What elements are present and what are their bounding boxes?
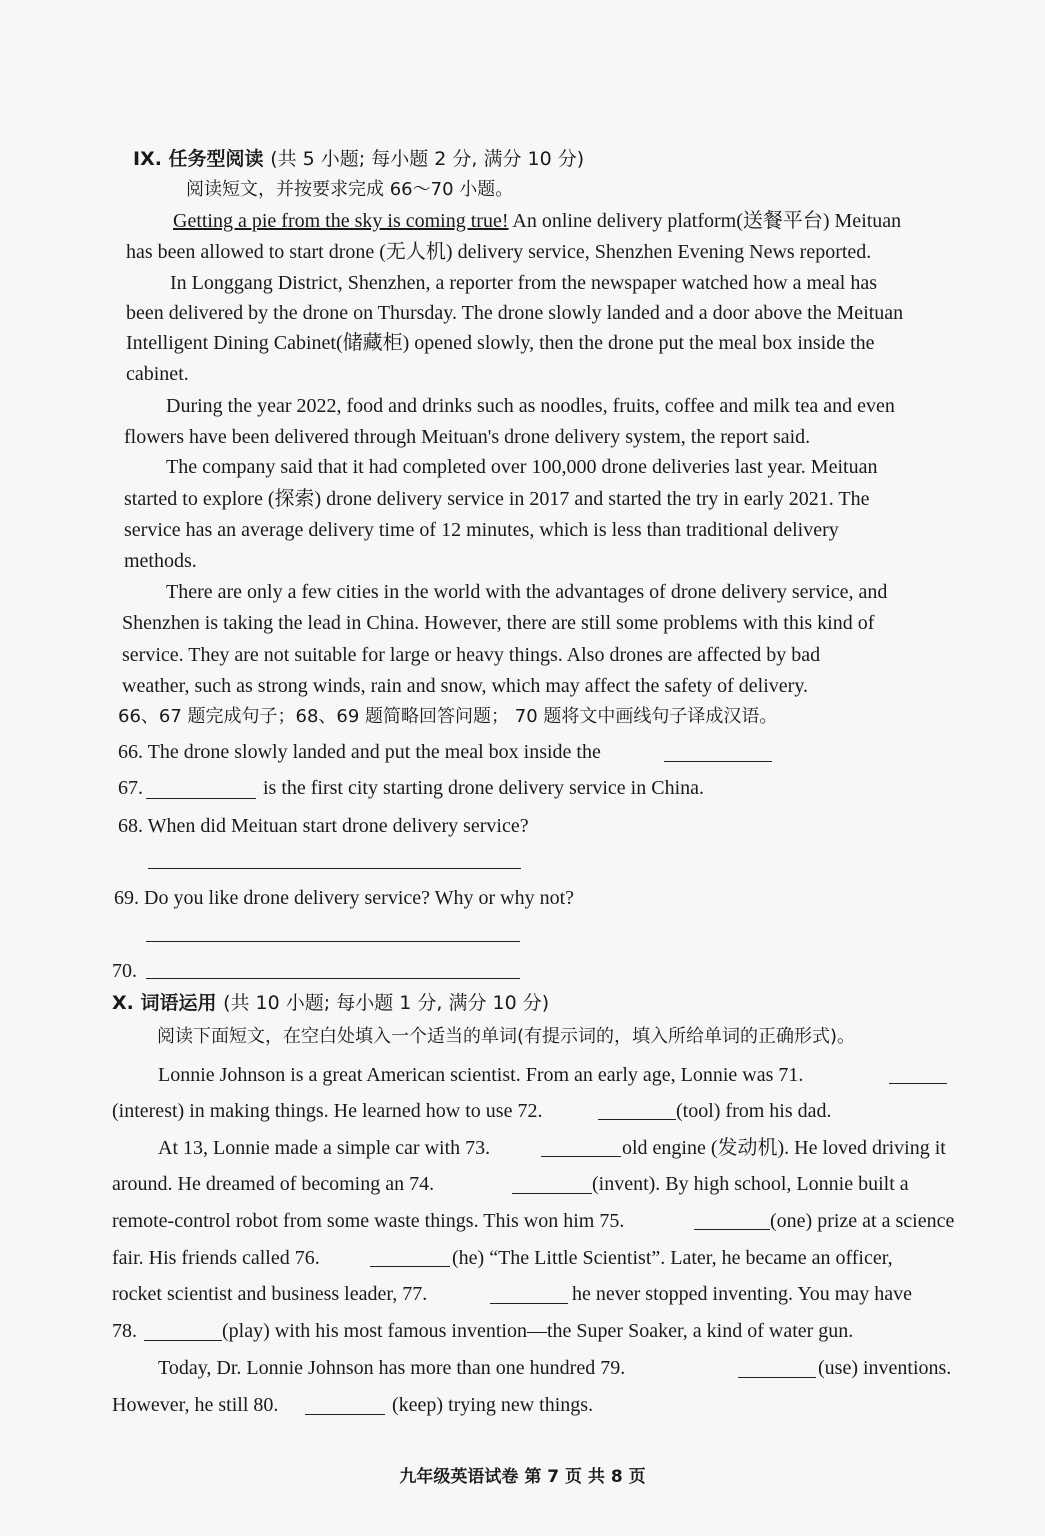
cloze-line: Lonnie Johnson is a great American scientist. From an early age, Lonnie was 71. bbox=[158, 1064, 804, 1086]
cloze-line: fair. His friends called 76. bbox=[112, 1247, 320, 1269]
passage-line: There are only a few cities in the world with the advantages of drone delivery service, and bbox=[166, 581, 888, 603]
section-10-heading bbox=[112, 990, 549, 1016]
passage-line: flowers have been delivered through Meituan's drone delivery system, the report said. bbox=[124, 426, 811, 448]
answer-blank-76[interactable] bbox=[370, 1266, 450, 1267]
answer-blank-75[interactable] bbox=[694, 1229, 770, 1230]
cloze-line: (tool) from his dad. bbox=[676, 1100, 832, 1122]
question-68: 68. When did Meituan start drone delivery service? bbox=[118, 815, 529, 837]
cloze-line: However, he still 80. bbox=[112, 1394, 279, 1416]
section-9-instruction: 阅读短文，并按要求完成 66～70 小题。 bbox=[186, 179, 514, 200]
answer-blank-67[interactable] bbox=[146, 798, 256, 799]
question-66: 66. The drone slowly landed and put the meal box inside the bbox=[118, 741, 601, 763]
question-67-number: 67. bbox=[118, 777, 143, 799]
passage-line: started to explore (探索) drone delivery service in 2017 and started the try in early 2021. The bbox=[124, 488, 870, 510]
section-10-title: X. 词语运用 bbox=[112, 992, 217, 1014]
cloze-line: At 13, Lonnie made a simple car with 73. bbox=[158, 1137, 491, 1159]
answer-blank-80[interactable] bbox=[305, 1414, 385, 1415]
task-instruction: 66、67 题完成句子；68、69 题简略回答问题； 70 题将文中画线句子译成汉语。 bbox=[118, 706, 778, 727]
passage-line: has been allowed to start drone (无人机) delivery service, Shenzhen Evening News reported. bbox=[126, 241, 872, 263]
question-67-text: is the first city starting drone delivery service in China. bbox=[263, 777, 704, 799]
cloze-line: he never stopped inventing. You may have bbox=[572, 1283, 912, 1305]
answer-blank-74[interactable] bbox=[512, 1193, 592, 1194]
section-9-score-note: (共 5 小题; 每小题 2 分, 满分 10 分) bbox=[270, 148, 585, 170]
answer-blank-71[interactable] bbox=[889, 1083, 947, 1084]
cloze-line: old engine (发动机). He loved driving it bbox=[622, 1137, 946, 1159]
passage-line: Getting a pie from the sky is coming true! An online delivery platform(送餐平台) Meituan bbox=[173, 210, 902, 232]
answer-blank-72[interactable] bbox=[598, 1119, 676, 1120]
answer-line-69[interactable] bbox=[146, 941, 520, 942]
section-10-score-note: (共 10 小题; 每小题 1 分, 满分 10 分) bbox=[223, 992, 550, 1014]
passage-line: weather, such as strong winds, rain and snow, which may affect the safety of delivery. bbox=[122, 675, 809, 697]
passage-line: The company said that it had completed over 100,000 drone deliveries last year. Meituan bbox=[166, 456, 878, 478]
passage-line: been delivered by the drone on Thursday. The drone slowly landed and a door above the Meituan bbox=[126, 302, 904, 324]
underlined-sentence: Getting a pie from the sky is coming true! bbox=[173, 210, 509, 232]
cloze-line: (he) “The Little Scientist”. Later, he became an officer, bbox=[452, 1247, 893, 1269]
answer-line-68[interactable] bbox=[148, 868, 521, 869]
cloze-line: (one) prize at a science bbox=[770, 1210, 955, 1232]
passage-line: service has an average delivery time of 12 minutes, which is less than traditional delivery bbox=[124, 519, 839, 541]
passage-line: cabinet. bbox=[126, 363, 189, 385]
cloze-line: Today, Dr. Lonnie Johnson has more than one hundred 79. bbox=[158, 1357, 626, 1379]
section-9-heading bbox=[133, 146, 584, 172]
answer-blank-66[interactable] bbox=[664, 761, 772, 762]
passage-line: In Longgang District, Shenzhen, a reporter from the newspaper watched how a meal has bbox=[170, 272, 877, 294]
passage-line: methods. bbox=[124, 550, 197, 572]
answer-line-70[interactable] bbox=[146, 978, 520, 979]
cloze-line: around. He dreamed of becoming an 74. bbox=[112, 1173, 435, 1195]
cloze-line: rocket scientist and business leader, 77. bbox=[112, 1283, 428, 1305]
answer-blank-73[interactable] bbox=[541, 1156, 621, 1157]
section-10-instruction: 阅读下面短文，在空白处填入一个适当的单词(有提示词的，填入所给单词的正确形式)。 bbox=[157, 1026, 856, 1047]
cloze-line: (interest) in making things. He learned how to use 72. bbox=[112, 1100, 543, 1122]
passage-line: During the year 2022, food and drinks such as noodles, fruits, coffee and milk tea and even bbox=[166, 395, 895, 417]
cloze-line: (keep) trying new things. bbox=[392, 1394, 594, 1416]
answer-blank-77[interactable] bbox=[490, 1303, 568, 1304]
passage-line: service. They are not suitable for large or heavy things. Also drones are affected by bad bbox=[122, 644, 821, 666]
question-69: 69. Do you like drone delivery service? Why or why not? bbox=[114, 887, 575, 909]
cloze-line: remote-control robot from some waste things. This won him 75. bbox=[112, 1210, 625, 1232]
question-70-number: 70. bbox=[112, 960, 137, 982]
answer-blank-78[interactable] bbox=[144, 1340, 222, 1341]
cloze-line: 78. bbox=[112, 1320, 137, 1342]
passage-line: Intelligent Dining Cabinet(储藏柜) opened slowly, then the drone put the meal box inside the bbox=[126, 332, 875, 354]
answer-blank-79[interactable] bbox=[738, 1377, 816, 1378]
section-9-title: IX. 任务型阅读 bbox=[133, 148, 264, 170]
cloze-line: (use) inventions. bbox=[818, 1357, 952, 1379]
cloze-line: (play) with his most famous invention—the Super Soaker, a kind of water gun. bbox=[222, 1320, 854, 1342]
cloze-line: (invent). By high school, Lonnie built a bbox=[592, 1173, 909, 1195]
page-footer: 九年级英语试卷 第 7 页 共 8 页 bbox=[399, 1467, 646, 1487]
passage-line: Shenzhen is taking the lead in China. However, there are still some problems with this kind of bbox=[122, 612, 875, 634]
